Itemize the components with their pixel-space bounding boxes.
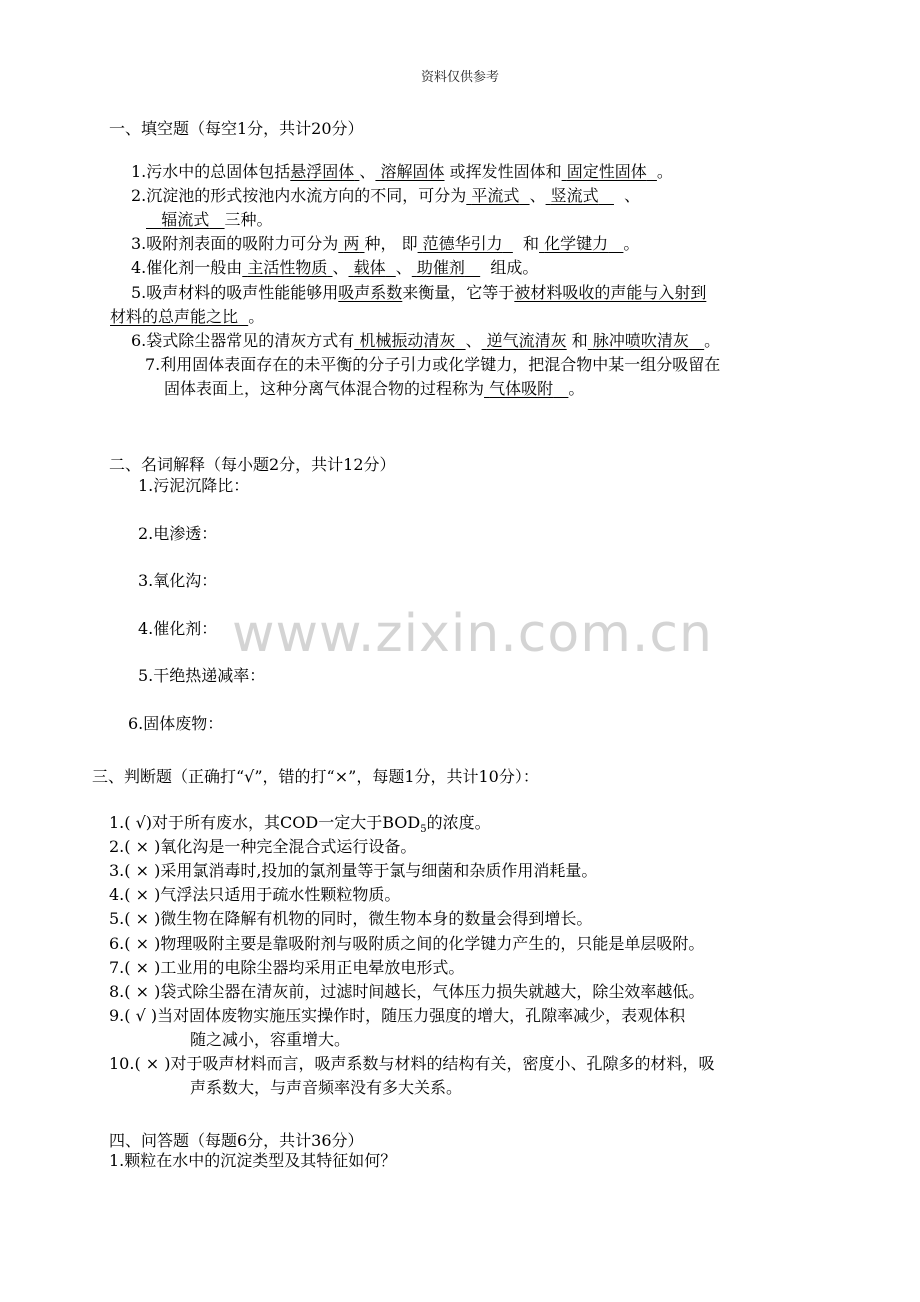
judge-item: 8.( × )袋式除尘器在清灰前，过滤时间越长，气体压力损失就越大，除尘效率越低。 (109, 982, 705, 1001)
section-2-title: 二、名词解释（每小题2分，共计12分） (109, 455, 396, 474)
page-header: 资料仅供参考 (420, 70, 499, 85)
q4-fill: 4.催化剂一般由 主活性物质 、 载体 、 助催剂 组成。 (131, 258, 539, 277)
question-item: 1.颗粒在水中的沉淀类型及其特征如何？ (109, 1151, 397, 1170)
term-item: 6.固体废物： (128, 714, 224, 733)
term-item: 5.干绝热递减率： (138, 666, 266, 685)
judge-item: 5.( × )微生物在降解有机物的同时，微生物本身的数量会得到增长。 (109, 909, 593, 928)
q3-fill: 3.吸附剂表面的吸附力可分为 两 种， 即 范德华引力 和 化学键力 。 (131, 234, 640, 253)
judge-item: 4.( × )气浮法只适用于疏水性颗粒物质。 (109, 885, 401, 904)
judge-item-cont: 随之减小，容重增大。 (190, 1030, 351, 1049)
judge-item: 2.( × )氧化沟是一种完全混合式运行设备。 (109, 837, 417, 856)
judge-item: 7.( × )工业用的电除尘器均采用正电晕放电形式。 (109, 958, 465, 977)
judge-item: 1.( √)对于所有废水，其COD一定大于$BOD_5$的浓度。 (109, 813, 491, 836)
section-3-title: 三、判断题（正确打“√”，错的打“×”，每题1分，共计10分）： (92, 767, 539, 786)
section-1-title: 一、填空题（每空1分，共计20分） (109, 119, 364, 138)
watermark: www.zixin.com.cn (232, 604, 713, 664)
term-item: 2.电渗透： (138, 524, 218, 543)
q6-fill: 6.袋式除尘器常见的清灰方式有 机械振动清灰 、 逆气流清灰 和 脉冲喷吹清灰 。 (131, 331, 721, 350)
judge-item: 3.( × )采用氯消毒时,投加的氯剂量等于氯与细菌和杂质作用消耗量。 (109, 861, 598, 880)
q5-fill-cont: 材料的总声能之比 。 (110, 307, 265, 326)
judge-item: 10.( × )对于吸声材料而言，吸声系数与材料的结构有关，密度小、孔隙多的材料，吸 (109, 1054, 715, 1073)
q1-fill: 1.污水中的总固体包括悬浮固体 、 溶解固体 或挥发性固体和 固定性固体 。 (131, 162, 673, 181)
q2-fill: 2.沉淀池的形式按池内水流方向的不同，可分为 平流式 、 竖流式 、 (131, 186, 641, 205)
term-item: 3.氧化沟： (138, 571, 218, 590)
term-item: 1.污泥沉降比： (138, 476, 250, 495)
q5-fill: 5.吸声材料的吸声性能能够用吸声系数来衡量，它等于被材料吸收的声能与入射到 (131, 283, 707, 302)
q2-fill-cont: 辐流式 三种。 (161, 210, 273, 229)
q7-fill: 7.利用固体表面存在的未平衡的分子引力或化学键力，把混合物中某一组分吸留在 (145, 355, 721, 374)
judge-item-cont: 声系数大，与声音频率没有多大关系。 (190, 1078, 463, 1097)
judge-item: 6.( × )物理吸附主要是靠吸附剂与吸附质之间的化学键力产生的，只能是单层吸附。 (109, 934, 705, 953)
section-4-title: 四、问答题（每题6分，共计36分） (109, 1131, 364, 1150)
term-item: 4.催化剂： (138, 619, 218, 638)
judge-item: 9.( √ )当对固体废物实施压实操作时，随压力强度的增大，孔隙率减少，表观体积 (109, 1006, 686, 1025)
q7-fill-cont: 固体表面上，这种分离气体混合物的过程称为 气体吸附 。 (164, 379, 585, 398)
